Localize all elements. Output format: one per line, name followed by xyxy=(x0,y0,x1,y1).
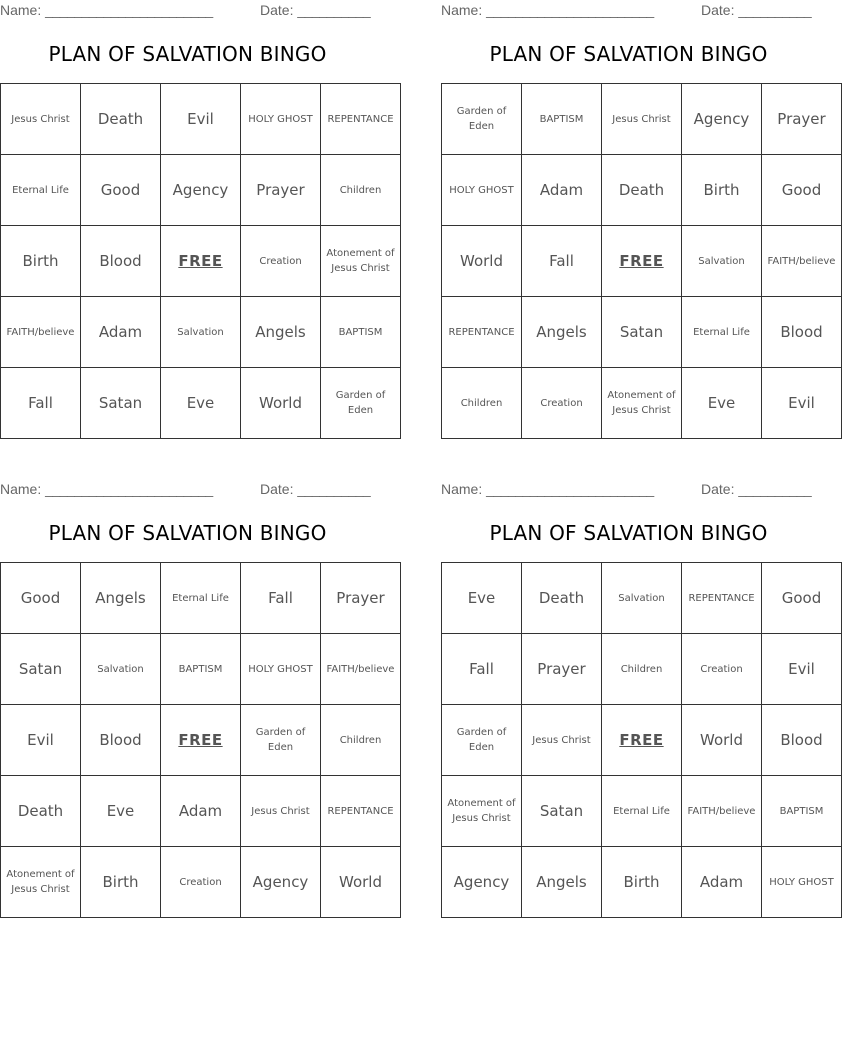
date-blank: __________ xyxy=(297,481,371,497)
bingo-cell: Salvation xyxy=(81,634,161,705)
bingo-grid xyxy=(0,83,401,439)
name-blank: _______________________ xyxy=(486,481,654,497)
bingo-grid xyxy=(0,562,401,918)
bingo-cell: Satan xyxy=(1,634,81,705)
free-space: FREE xyxy=(602,705,682,776)
name-field xyxy=(0,481,213,497)
bingo-cell: Agency xyxy=(682,84,762,155)
grid-row xyxy=(442,847,842,918)
bingo-card xyxy=(0,479,395,911)
bingo-cell: Prayer xyxy=(241,155,321,226)
date-label: Date: xyxy=(701,2,735,18)
date-field xyxy=(701,481,811,497)
bingo-cell: Death xyxy=(1,776,81,847)
bingo-cell: Evil xyxy=(762,634,842,705)
bingo-cell: Satan xyxy=(81,368,161,439)
date-field xyxy=(701,2,811,18)
bingo-cell: Garden of Eden xyxy=(442,84,522,155)
bingo-cell: BAPTISM xyxy=(522,84,602,155)
bingo-cell: Good xyxy=(1,563,81,634)
bingo-cell: Garden of Eden xyxy=(321,368,401,439)
bingo-cell: REPENTANCE xyxy=(321,84,401,155)
bingo-cell: Evil xyxy=(161,84,241,155)
free-space: FREE xyxy=(161,226,241,297)
name-field xyxy=(441,2,654,18)
date-blank: __________ xyxy=(297,2,371,18)
bingo-cell: Evil xyxy=(1,705,81,776)
bingo-cell: Birth xyxy=(1,226,81,297)
grid-row xyxy=(442,368,842,439)
bingo-cell: FAITH/believe xyxy=(321,634,401,705)
bingo-cell: Good xyxy=(762,155,842,226)
bingo-card xyxy=(0,0,395,432)
bingo-cell: Satan xyxy=(522,776,602,847)
bingo-cell: World xyxy=(321,847,401,918)
bingo-cell: Creation xyxy=(161,847,241,918)
name-blank: _______________________ xyxy=(486,2,654,18)
bingo-cell: World xyxy=(682,705,762,776)
grid-row xyxy=(1,847,401,918)
bingo-cell: REPENTANCE xyxy=(321,776,401,847)
bingo-cell: Eve xyxy=(682,368,762,439)
bingo-cell: HOLY GHOST xyxy=(762,847,842,918)
bingo-cell: Eve xyxy=(161,368,241,439)
free-space: FREE xyxy=(602,226,682,297)
bingo-cell: Jesus Christ xyxy=(522,705,602,776)
bingo-cell: Angels xyxy=(241,297,321,368)
bingo-cell: Fall xyxy=(522,226,602,297)
bingo-cell: Atonement of Jesus Christ xyxy=(321,226,401,297)
name-field xyxy=(0,2,213,18)
bingo-card xyxy=(441,479,834,911)
bingo-cell: Adam xyxy=(81,297,161,368)
bingo-cell: Eternal Life xyxy=(682,297,762,368)
bingo-grid xyxy=(441,562,842,918)
grid-row xyxy=(442,705,842,776)
grid-row xyxy=(442,563,842,634)
date-blank: __________ xyxy=(738,2,812,18)
bingo-cell: Eve xyxy=(81,776,161,847)
grid-row xyxy=(442,634,842,705)
bingo-cell: Garden of Eden xyxy=(442,705,522,776)
grid-row xyxy=(1,705,401,776)
date-field xyxy=(260,481,370,497)
bingo-cell: Prayer xyxy=(522,634,602,705)
bingo-cell: Blood xyxy=(762,705,842,776)
bingo-cell: FAITH/believe xyxy=(682,776,762,847)
bingo-cell: Children xyxy=(442,368,522,439)
bingo-cell: BAPTISM xyxy=(321,297,401,368)
bingo-cell: Atonement of Jesus Christ xyxy=(602,368,682,439)
grid-row xyxy=(1,226,401,297)
name-field xyxy=(441,481,654,497)
free-space: FREE xyxy=(161,705,241,776)
grid-row xyxy=(1,776,401,847)
bingo-cell: Prayer xyxy=(321,563,401,634)
bingo-cell: Death xyxy=(522,563,602,634)
bingo-cell: Blood xyxy=(81,226,161,297)
bingo-cell: Agency xyxy=(442,847,522,918)
name-label: Name: xyxy=(441,2,483,18)
grid-row xyxy=(1,297,401,368)
grid-row xyxy=(1,368,401,439)
bingo-cell: Jesus Christ xyxy=(1,84,81,155)
date-blank: __________ xyxy=(738,481,812,497)
bingo-cell: Adam xyxy=(161,776,241,847)
grid-row xyxy=(442,776,842,847)
bingo-cell: Prayer xyxy=(762,84,842,155)
date-field xyxy=(260,2,370,18)
bingo-cell: Fall xyxy=(442,634,522,705)
bingo-cell: Children xyxy=(602,634,682,705)
bingo-cell: HOLY GHOST xyxy=(241,84,321,155)
bingo-cell: HOLY GHOST xyxy=(442,155,522,226)
bingo-cell: Death xyxy=(81,84,161,155)
bingo-cell: World xyxy=(241,368,321,439)
bingo-cell: Eternal Life xyxy=(602,776,682,847)
bingo-cell: Salvation xyxy=(602,563,682,634)
grid-row xyxy=(442,84,842,155)
date-label: Date: xyxy=(260,2,294,18)
card-title: PLAN OF SALVATION BINGO xyxy=(489,42,768,66)
name-label: Name: xyxy=(441,481,483,497)
card-title: PLAN OF SALVATION BINGO xyxy=(48,521,327,545)
bingo-cell: Jesus Christ xyxy=(602,84,682,155)
grid-row xyxy=(1,155,401,226)
bingo-cell: Children xyxy=(321,705,401,776)
bingo-cell: Garden of Eden xyxy=(241,705,321,776)
bingo-cell: REPENTANCE xyxy=(682,563,762,634)
bingo-cell: Angels xyxy=(522,297,602,368)
grid-row xyxy=(1,634,401,705)
bingo-cell: Fall xyxy=(241,563,321,634)
grid-row xyxy=(442,297,842,368)
bingo-cell: Adam xyxy=(522,155,602,226)
grid-row xyxy=(1,84,401,155)
bingo-cell: Jesus Christ xyxy=(241,776,321,847)
name-blank: _______________________ xyxy=(45,481,213,497)
name-label: Name: xyxy=(0,2,42,18)
bingo-cell: BAPTISM xyxy=(161,634,241,705)
bingo-cell: Good xyxy=(762,563,842,634)
bingo-cell: Atonement of Jesus Christ xyxy=(442,776,522,847)
bingo-cell: FAITH/believe xyxy=(1,297,81,368)
bingo-cell: Agency xyxy=(241,847,321,918)
grid-row xyxy=(442,155,842,226)
date-label: Date: xyxy=(260,481,294,497)
bingo-cell: Angels xyxy=(522,847,602,918)
bingo-cell: Children xyxy=(321,155,401,226)
bingo-cell: Birth xyxy=(81,847,161,918)
bingo-cell: HOLY GHOST xyxy=(241,634,321,705)
bingo-cell: Good xyxy=(81,155,161,226)
bingo-cell: Evil xyxy=(762,368,842,439)
bingo-cell: FAITH/believe xyxy=(762,226,842,297)
bingo-cell: Salvation xyxy=(161,297,241,368)
bingo-cell: Birth xyxy=(602,847,682,918)
bingo-grid xyxy=(441,83,842,439)
bingo-cell: Angels xyxy=(81,563,161,634)
date-label: Date: xyxy=(701,481,735,497)
bingo-cell: REPENTANCE xyxy=(442,297,522,368)
bingo-cell: Blood xyxy=(762,297,842,368)
bingo-cell: Eternal Life xyxy=(1,155,81,226)
bingo-cell: Eternal Life xyxy=(161,563,241,634)
bingo-cell: Creation xyxy=(241,226,321,297)
card-title: PLAN OF SALVATION BINGO xyxy=(489,521,768,545)
bingo-cell: Death xyxy=(602,155,682,226)
bingo-cell: Atonement of Jesus Christ xyxy=(1,847,81,918)
bingo-cell: Eve xyxy=(442,563,522,634)
bingo-cell: Creation xyxy=(682,634,762,705)
name-blank: _______________________ xyxy=(45,2,213,18)
card-title: PLAN OF SALVATION BINGO xyxy=(48,42,327,66)
bingo-cell: World xyxy=(442,226,522,297)
bingo-cell: Adam xyxy=(682,847,762,918)
bingo-card xyxy=(441,0,836,432)
bingo-cell: Salvation xyxy=(682,226,762,297)
bingo-cell: Satan xyxy=(602,297,682,368)
bingo-cell: Blood xyxy=(81,705,161,776)
name-label: Name: xyxy=(0,481,42,497)
bingo-cell: Birth xyxy=(682,155,762,226)
grid-row xyxy=(442,226,842,297)
bingo-cell: Fall xyxy=(1,368,81,439)
bingo-cell: Agency xyxy=(161,155,241,226)
bingo-cell: Creation xyxy=(522,368,602,439)
bingo-cell: BAPTISM xyxy=(762,776,842,847)
grid-row xyxy=(1,563,401,634)
